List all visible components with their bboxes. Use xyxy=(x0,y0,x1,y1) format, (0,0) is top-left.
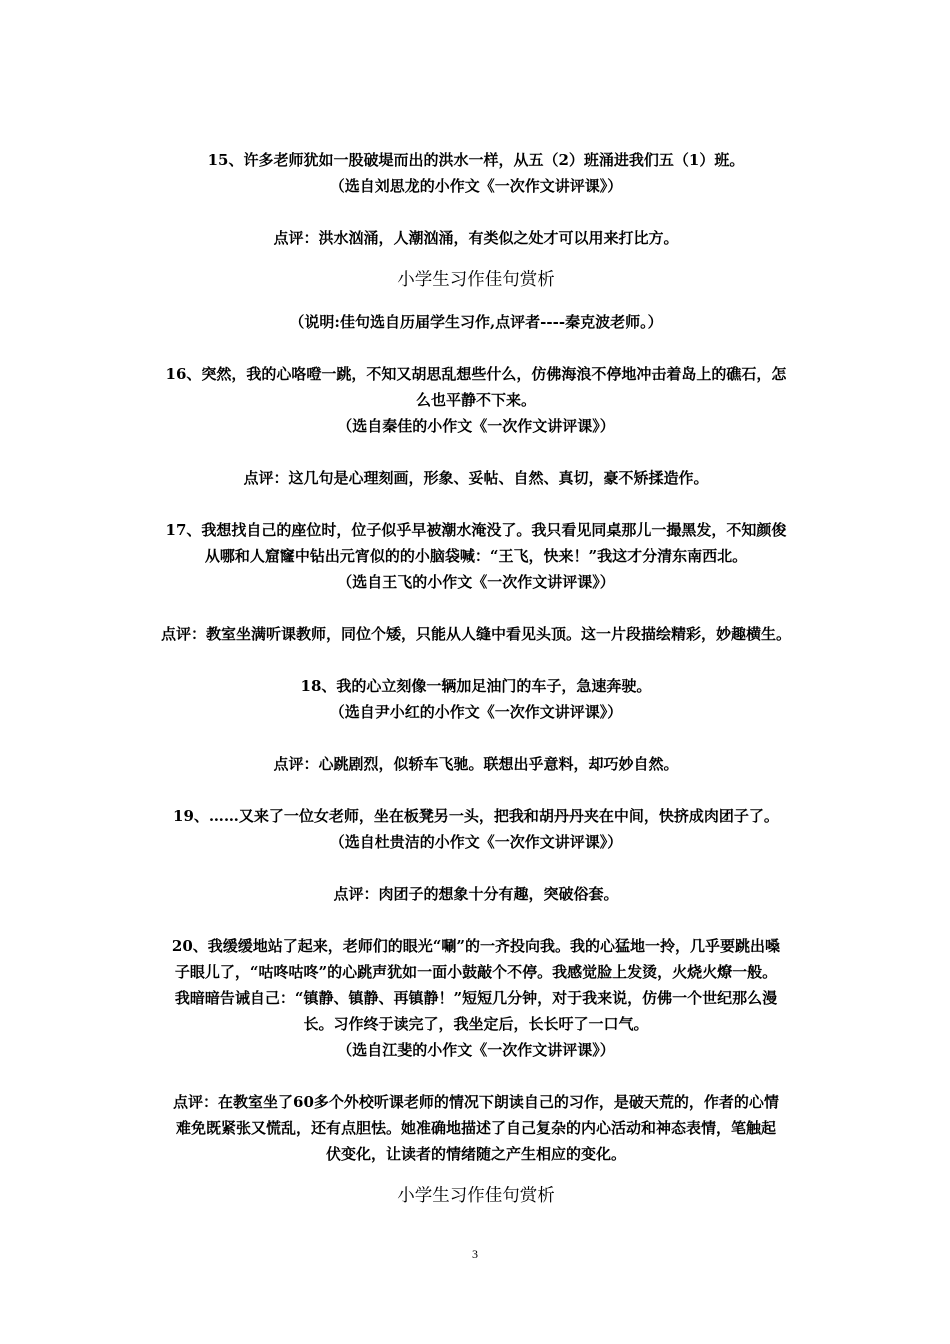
item-19-sentence: 19、……又来了一位女老师，坐在板凳另一头，把我和胡丹丹夹在中间，快挤成肉团子了。 xyxy=(173,807,779,825)
item-15-sentence: 15、许多老师犹如一股破堤而出的洪水一样，从五（2）班涌进我们五（1）班。 xyxy=(207,151,745,169)
item-15-source: （选自刘思龙的小作文《一次作文讲评课》） xyxy=(329,177,623,195)
item-18-source: （选自尹小红的小作文《一次作文讲评课》） xyxy=(329,703,623,721)
item-20-comment-line1: 点评：在教室坐了60多个外校听课老师的情况下朗读自己的习作，是破天荒的，作者的心情 xyxy=(173,1093,779,1111)
item-18-comment: 点评：心跳剧烈，似轿车飞驰。联想出乎意料，却巧妙自然。 xyxy=(273,755,679,773)
item-17-source: （选自王飞的小作文《一次作文讲评课》） xyxy=(337,573,615,591)
page-number: 3 xyxy=(472,1247,478,1261)
item-20-sentence-line1: 20、我缓缓地站了起来，老师们的眼光“唰”的一齐投向我。我的心猛地一拎，几乎要跳出嗓 xyxy=(171,937,781,955)
section-note: （说明:佳句选自历届学生习作,点评者----秦克波老师。） xyxy=(289,313,663,331)
item-20-source: （选自江斐的小作文《一次作文讲评课》） xyxy=(337,1041,615,1059)
section-heading-repeat: 小学生习作佳句赏析 xyxy=(397,1186,555,1206)
item-15-comment: 点评：洪水汹涌，人潮汹涌，有类似之处才可以用来打比方。 xyxy=(273,229,679,247)
item-20-sentence-line4: 长。习作终于读完了，我坐定后，长长吁了一口气。 xyxy=(303,1015,649,1033)
item-16-comment: 点评：这几句是心理刻画，形象、妥帖、自然、真切，豪不矫揉造作。 xyxy=(243,469,709,487)
item-20-sentence-line3: 我暗暗告诫自己：“镇静、镇静、再镇静！”短短几分钟，对于我来说，仿佛一个世纪那么漫 xyxy=(174,989,778,1007)
section-heading: 小学生习作佳句赏析 xyxy=(397,270,555,290)
item-16-sentence-line2: 么也平静不下来。 xyxy=(415,391,536,409)
item-16-sentence-line1: 16、突然，我的心咯噔一跳，不知又胡思乱想些什么，仿佛海浪不停地冲击着岛上的礁石，怎 xyxy=(165,365,787,383)
item-17-sentence-line2: 从哪和人窟窿中钻出元宵似的的小脑袋喊：“王飞，快来！”我这才分清东南西北。 xyxy=(204,547,748,565)
item-17-sentence-line1: 17、我想找自己的座位时，位子似乎早被潮水淹没了。我只看见同桌那儿一撮黑发，不知颜俊 xyxy=(165,521,787,539)
item-16-source: （选自秦佳的小作文《一次作文讲评课》） xyxy=(337,417,615,435)
document-body xyxy=(140,147,812,1211)
item-19-source: （选自杜贵洁的小作文《一次作文讲评课》） xyxy=(329,833,623,851)
item-19-comment: 点评：肉团子的想象十分有趣，突破俗套。 xyxy=(333,885,619,903)
item-20-comment-line3: 伏变化，让读者的情绪随之产生相应的变化。 xyxy=(325,1145,626,1163)
item-20-sentence-line2: 子眼儿了，“咕咚咕咚”的心跳声犹如一面小鼓敲个不停。我感觉脸上发烫，火烧火燎一般。 xyxy=(174,963,778,981)
item-20-comment-line2: 难免既紧张又慌乱，还有点胆怯。她准确地描述了自己复杂的内心活动和神态表情，笔触起 xyxy=(175,1119,776,1137)
item-18-sentence: 18、我的心立刻像一辆加足油门的车子，急速奔驶。 xyxy=(300,677,652,695)
item-17-comment: 点评：教室坐满听课教师，同位个矮，只能从人缝中看见头顶。这一片段描绘精彩，妙趣横生。 xyxy=(160,625,791,643)
